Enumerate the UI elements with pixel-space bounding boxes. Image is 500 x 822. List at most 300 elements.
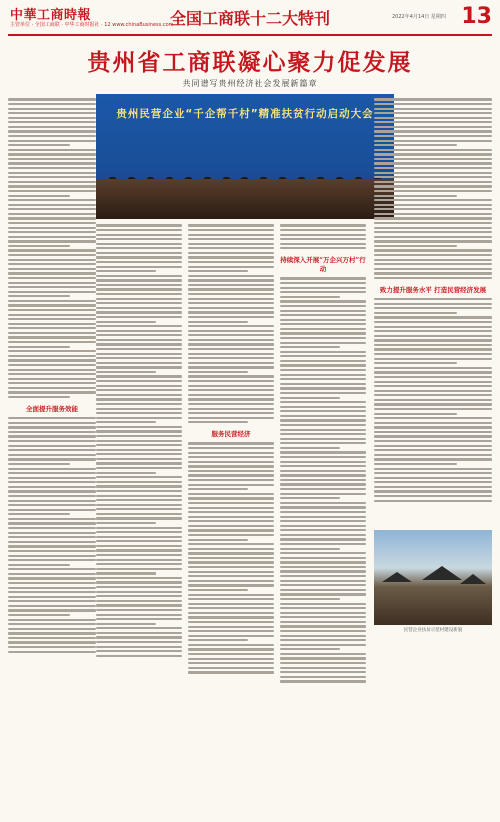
body-text-line — [8, 318, 96, 320]
body-text-line — [8, 364, 96, 366]
body-text-line — [374, 303, 492, 305]
body-text-line — [374, 167, 492, 169]
body-text-line — [374, 307, 492, 309]
body-text-line — [280, 323, 366, 325]
body-text-line — [188, 662, 274, 664]
body-text-line — [374, 249, 492, 251]
body-text-line — [96, 279, 182, 281]
body-text-line — [188, 339, 274, 341]
body-text-line — [280, 520, 366, 522]
body-text-line — [280, 680, 366, 682]
body-text-line — [280, 506, 366, 508]
body-text-line — [280, 243, 366, 245]
body-text-line — [188, 566, 274, 568]
special-issue-title: 全国工商联十二大特刊 — [169, 9, 330, 28]
body-text-line — [96, 627, 182, 629]
body-text-line — [8, 327, 96, 329]
body-text-line — [96, 334, 182, 336]
body-text-line — [280, 397, 340, 399]
body-text-line — [188, 389, 274, 391]
body-text-line — [280, 561, 366, 563]
body-text-line — [96, 348, 182, 350]
body-text-line — [188, 658, 274, 660]
body-text-line — [280, 291, 366, 293]
body-text-line — [188, 316, 274, 318]
body-text-line — [280, 497, 340, 499]
body-text-line — [8, 277, 96, 279]
body-text-line — [280, 653, 366, 655]
body-text-line — [374, 344, 492, 346]
body-text-line — [96, 586, 182, 588]
body-text-line — [188, 621, 274, 623]
body-text-line — [188, 229, 274, 231]
body-text-line — [280, 529, 366, 531]
body-text-line — [188, 293, 274, 295]
body-text-line — [280, 247, 366, 249]
body-text-line — [8, 222, 96, 224]
body-text-line — [188, 279, 274, 281]
body-text-line — [188, 266, 274, 268]
body-text-line — [96, 247, 182, 249]
body-text-line — [96, 531, 182, 533]
body-text-line — [280, 374, 366, 376]
body-text-line — [188, 375, 274, 377]
body-text-line — [280, 319, 366, 321]
body-text-line — [8, 513, 70, 515]
body-text-line — [374, 367, 492, 369]
body-text-line — [96, 527, 182, 529]
body-text-line — [96, 385, 182, 387]
body-text-line — [280, 607, 366, 609]
body-text-line — [8, 458, 96, 460]
body-text-line — [8, 355, 96, 357]
roof-shape — [422, 566, 462, 580]
body-text-line — [188, 548, 274, 550]
event-banner-text: 贵州民营企业“千企帮千村”精准扶贫行动启动大会 — [116, 108, 374, 120]
body-text-line — [96, 430, 182, 432]
body-text-line — [8, 272, 96, 274]
body-text-line — [8, 144, 70, 146]
body-text-line — [280, 337, 366, 339]
body-text-line — [188, 470, 274, 472]
body-text-line — [188, 552, 274, 554]
body-text-line — [96, 472, 156, 474]
body-text-line — [96, 343, 182, 345]
body-text-line — [96, 549, 182, 551]
body-text-line — [8, 396, 70, 398]
body-text-line — [188, 507, 274, 509]
body-text-line — [8, 323, 96, 325]
body-text-line — [8, 314, 96, 316]
body-text-line — [8, 577, 96, 579]
body-text-line — [188, 612, 274, 614]
body-text-line — [188, 584, 274, 586]
body-text-line — [96, 655, 182, 657]
body-text-line — [8, 495, 96, 497]
body-text-line — [8, 391, 96, 393]
body-text-line — [280, 419, 366, 421]
body-text-line — [374, 394, 492, 396]
body-text-line — [280, 438, 366, 440]
body-text-line — [188, 270, 248, 272]
roof-shape — [382, 572, 412, 582]
body-text-line — [280, 548, 340, 550]
body-text-line — [96, 453, 182, 455]
body-text-line — [280, 355, 366, 357]
body-text-line — [188, 243, 274, 245]
body-text-line — [96, 389, 182, 391]
masthead — [0, 0, 500, 36]
body-text-line — [8, 103, 96, 105]
body-text-line — [374, 486, 492, 488]
body-text-line — [280, 429, 366, 431]
body-text-line — [8, 204, 96, 206]
body-text-line — [280, 424, 366, 426]
body-text-line — [374, 240, 492, 242]
body-text-line — [280, 612, 366, 614]
body-text-line — [280, 493, 366, 495]
body-text-line — [374, 222, 492, 224]
body-text-line — [96, 458, 182, 460]
body-text-line — [280, 378, 366, 380]
body-text-line — [280, 461, 366, 463]
body-text-line — [96, 632, 182, 634]
body-text-line — [96, 366, 182, 368]
body-text-line — [96, 462, 182, 464]
body-text-line — [188, 284, 274, 286]
body-text-line — [96, 595, 182, 597]
body-text-line — [8, 300, 96, 302]
section-heading: 全面提升服务效能 — [26, 405, 78, 414]
body-text-line — [8, 527, 96, 529]
body-text-line — [8, 304, 96, 306]
body-text-line — [374, 335, 492, 337]
body-text-line — [188, 635, 274, 637]
body-text-line — [280, 598, 340, 600]
article-column-3 — [188, 222, 274, 822]
body-text-line — [96, 563, 182, 565]
body-text-line — [188, 371, 248, 373]
body-text-line — [8, 536, 96, 538]
body-text-line — [8, 309, 96, 311]
body-text-line — [374, 236, 492, 238]
section-heading: 服务民营经济 — [211, 430, 251, 439]
body-text-line — [8, 564, 70, 566]
body-text-line — [280, 401, 366, 403]
body-text-line — [8, 477, 96, 479]
body-text-line — [8, 126, 96, 128]
body-text-line — [280, 483, 366, 485]
body-text-line — [96, 495, 182, 497]
body-text-line — [374, 130, 492, 132]
body-text-line — [96, 604, 182, 606]
body-text-line — [96, 394, 182, 396]
body-text-line — [8, 600, 96, 602]
body-text-line — [374, 231, 492, 233]
body-text-line — [8, 468, 96, 470]
body-text-line — [280, 589, 366, 591]
body-text-line — [280, 406, 366, 408]
body-text-line — [374, 440, 492, 442]
header-rule — [8, 34, 492, 36]
body-text-line — [188, 234, 274, 236]
body-text-line — [8, 254, 96, 256]
body-text-line — [96, 298, 182, 300]
body-text-line — [96, 572, 156, 574]
body-text-line — [280, 456, 366, 458]
body-text-line — [188, 520, 274, 522]
body-text-line — [280, 364, 366, 366]
body-text-line — [280, 238, 366, 240]
body-text-line — [96, 467, 182, 469]
body-text-line — [374, 312, 457, 314]
body-text-line — [8, 490, 96, 492]
body-text-line — [280, 383, 366, 385]
body-text-line — [8, 532, 96, 534]
body-text-line — [280, 447, 340, 449]
body-text-line — [280, 525, 366, 527]
body-text-line — [374, 263, 492, 265]
body-text-line — [188, 334, 274, 336]
body-text-line — [280, 451, 366, 453]
body-text-line — [188, 571, 274, 573]
body-text-line — [96, 261, 182, 263]
body-text-line — [374, 426, 492, 428]
body-text-line — [374, 422, 492, 424]
body-text-line — [280, 575, 366, 577]
body-text-line — [96, 266, 182, 268]
body-text-line — [96, 238, 182, 240]
body-text-line — [374, 463, 457, 465]
body-text-line — [8, 350, 96, 352]
body-text-line — [8, 176, 96, 178]
body-text-line — [96, 243, 182, 245]
body-text-line — [188, 421, 248, 423]
body-text-line — [374, 468, 492, 470]
body-text-line — [280, 470, 366, 472]
body-text-line — [374, 481, 492, 483]
body-text-line — [280, 465, 366, 467]
body-text-line — [96, 275, 182, 277]
body-text-line — [8, 550, 96, 552]
body-text-line — [8, 637, 96, 639]
body-text-line — [8, 213, 96, 215]
body-text-line — [374, 431, 492, 433]
body-text-line — [374, 321, 492, 323]
body-text-line — [8, 181, 96, 183]
body-text-line — [8, 568, 96, 570]
body-text-line — [280, 234, 366, 236]
body-text-line — [96, 540, 182, 542]
body-text-line — [280, 479, 366, 481]
body-text-line — [374, 417, 492, 419]
body-text-line — [96, 623, 156, 625]
body-text-line — [374, 413, 457, 415]
body-text-line — [8, 596, 96, 598]
body-text-line — [188, 626, 274, 628]
body-text-line — [8, 112, 96, 114]
body-text-line — [96, 371, 156, 373]
body-text-line — [280, 570, 366, 572]
body-text-line — [280, 648, 340, 650]
body-text-line — [8, 623, 96, 625]
body-text-line — [280, 410, 366, 412]
body-text-line — [8, 346, 70, 348]
body-text-line — [374, 185, 492, 187]
body-text-line — [280, 676, 366, 678]
body-text-line — [96, 380, 182, 382]
body-text-line — [96, 316, 182, 318]
body-text-line — [8, 382, 96, 384]
body-text-line — [374, 245, 457, 247]
body-text-line — [96, 440, 182, 442]
masthead-subline: 主管单位 · 全国工商联 · 中华工商时报社 · 12 www.chinaBusiness.com — [10, 22, 174, 28]
village-photo-caption: 民营企业扶贫示范村建设新貌 — [403, 628, 463, 633]
body-text-line — [96, 339, 182, 341]
body-text-line — [8, 117, 96, 119]
body-text-line — [8, 651, 96, 653]
body-text-line — [280, 625, 366, 627]
body-text-line — [374, 98, 492, 100]
body-text-line — [8, 500, 96, 502]
body-text-line — [8, 435, 96, 437]
body-text-line — [188, 311, 274, 313]
body-text-line — [280, 534, 366, 536]
body-text-line — [188, 325, 274, 327]
body-text-line — [8, 509, 96, 511]
body-text-line — [374, 385, 492, 387]
body-text-line — [8, 135, 96, 137]
body-text-line — [96, 476, 182, 478]
body-text-line — [188, 561, 274, 563]
body-text-line — [96, 229, 182, 231]
body-text-line — [280, 543, 366, 545]
body-text-line — [188, 408, 274, 410]
body-text-line — [188, 653, 274, 655]
body-text-line — [188, 484, 274, 486]
body-text-line — [374, 121, 492, 123]
body-text-line — [96, 591, 182, 593]
body-text-line — [280, 314, 366, 316]
body-text-line — [188, 534, 274, 536]
body-text-line — [374, 176, 492, 178]
body-text-line — [8, 463, 70, 465]
body-text-line — [8, 185, 96, 187]
body-text-line — [374, 213, 492, 215]
body-text-line — [374, 204, 492, 206]
body-text-line — [8, 208, 96, 210]
body-text-line — [96, 224, 182, 226]
body-text-line — [188, 671, 274, 673]
body-text-line — [374, 408, 492, 410]
body-text-line — [188, 557, 274, 559]
body-text-line — [374, 254, 492, 256]
section-heading: 致力提升服务水平 打造民营经济发展 — [379, 286, 487, 295]
article-column-5 — [374, 96, 492, 526]
article-column-4-top — [280, 96, 366, 220]
body-text-line — [8, 619, 96, 621]
body-text-line — [374, 126, 492, 128]
body-text-line — [8, 545, 96, 547]
body-text-line — [188, 616, 274, 618]
body-text-line — [96, 284, 182, 286]
body-text-line — [188, 353, 274, 355]
body-text-line — [188, 343, 274, 345]
body-text-line — [8, 149, 96, 151]
body-text-line — [8, 336, 96, 338]
body-text-line — [280, 644, 366, 646]
body-text-line — [8, 504, 96, 506]
body-text-line — [374, 399, 492, 401]
body-text-line — [374, 172, 492, 174]
body-text-line — [188, 456, 274, 458]
body-text-line — [8, 378, 96, 380]
body-text-line — [280, 552, 366, 554]
body-text-line — [8, 454, 96, 456]
body-text-line — [374, 326, 492, 328]
body-text-line — [188, 247, 274, 249]
body-text-line — [374, 259, 492, 261]
body-text-line — [188, 644, 274, 646]
body-text-line — [280, 300, 366, 302]
body-text-line — [8, 291, 96, 293]
body-text-line — [188, 442, 274, 444]
body-text-line — [96, 646, 182, 648]
body-text-line — [374, 112, 492, 114]
body-text-line — [280, 639, 366, 641]
body-text-line — [96, 311, 182, 313]
body-text-line — [280, 287, 366, 289]
body-text-line — [188, 366, 274, 368]
body-text-line — [8, 614, 70, 616]
body-text-line — [188, 256, 274, 258]
body-text-line — [188, 607, 274, 609]
body-text-line — [374, 149, 492, 151]
body-text-line — [374, 181, 492, 183]
body-text-line — [188, 543, 274, 545]
body-text-line — [374, 162, 492, 164]
body-text-line — [280, 657, 366, 659]
body-text-line — [96, 375, 182, 377]
body-text-line — [188, 474, 274, 476]
body-text-line — [96, 581, 182, 583]
body-text-line — [374, 153, 492, 155]
body-text-line — [374, 199, 492, 201]
body-text-line — [96, 481, 182, 483]
body-text-line — [188, 667, 274, 669]
body-text-line — [280, 415, 366, 417]
body-text-line — [374, 353, 492, 355]
body-text-line — [8, 422, 96, 424]
body-text-line — [188, 380, 274, 382]
body-text-line — [96, 609, 182, 611]
body-text-line — [8, 245, 70, 247]
body-text-line — [280, 557, 366, 559]
body-text-line — [374, 500, 492, 502]
body-text-line — [188, 385, 274, 387]
body-text-line — [374, 277, 492, 279]
body-text-line — [96, 568, 182, 570]
body-text-line — [8, 628, 96, 630]
body-text-line — [280, 305, 366, 307]
body-text-line — [8, 359, 96, 361]
body-text-line — [374, 108, 492, 110]
body-text-line — [188, 398, 274, 400]
body-text-line — [280, 635, 366, 637]
body-text-line — [8, 582, 96, 584]
body-text-line — [96, 508, 182, 510]
body-text-line — [374, 144, 457, 146]
